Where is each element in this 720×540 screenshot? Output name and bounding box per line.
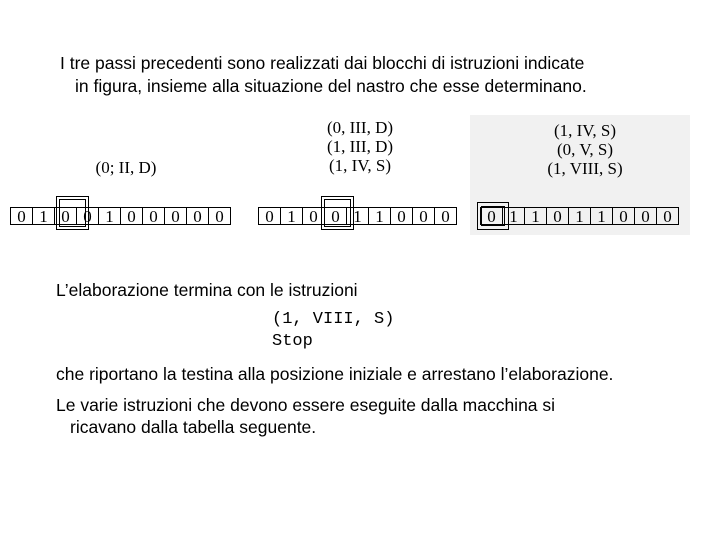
block2-instruction: (1, IV, S) bbox=[328, 156, 392, 175]
tape-cell: 1 bbox=[524, 207, 547, 225]
block3-instructions bbox=[530, 121, 640, 178]
tape-cell: 0 bbox=[302, 207, 325, 225]
tape-cell: 0 bbox=[142, 207, 165, 225]
ending-code-line-2: Stop bbox=[272, 332, 313, 351]
tape-cell: 0 bbox=[258, 207, 281, 225]
intro-line-1: I tre passi precedenti sono realizzati dai blocchi di istruzioni indicate bbox=[60, 53, 585, 73]
ending-text: L’elaborazione termina con le istruzioni bbox=[56, 280, 358, 300]
tape-cell: 0 bbox=[324, 207, 347, 225]
tape-cell: 1 bbox=[346, 207, 369, 225]
block3-tape bbox=[480, 207, 679, 225]
block2-instructions bbox=[300, 118, 420, 175]
tape-cell: 0 bbox=[54, 207, 77, 225]
block1-tape bbox=[10, 207, 231, 225]
block2-tape bbox=[258, 207, 457, 225]
block1-head-inner bbox=[59, 199, 86, 227]
tape-cell: 0 bbox=[208, 207, 231, 225]
block1-instruction: (0; II, D) bbox=[95, 158, 157, 177]
tape-cell: 0 bbox=[76, 207, 99, 225]
tape-cell: 1 bbox=[32, 207, 55, 225]
block3-instruction: (1, VIII, S) bbox=[547, 159, 623, 178]
tape-cell: 0 bbox=[120, 207, 143, 225]
tape-cell: 0 bbox=[480, 207, 503, 225]
block3-instruction: (0, V, S) bbox=[556, 140, 614, 159]
block2-instruction: (0, III, D) bbox=[326, 118, 394, 137]
tape-cell: 0 bbox=[612, 207, 635, 225]
tape-cell: 1 bbox=[280, 207, 303, 225]
tape-cell: 0 bbox=[546, 207, 569, 225]
tape-cell: 0 bbox=[390, 207, 413, 225]
tape-cell: 1 bbox=[368, 207, 391, 225]
tape-cell: 1 bbox=[98, 207, 121, 225]
block2-head-inner bbox=[324, 199, 351, 227]
tape-cell: 0 bbox=[634, 207, 657, 225]
block2-instruction: (1, III, D) bbox=[326, 137, 394, 156]
conclusion-line-1: Le varie istruzioni che devono essere eseguite dalla macchina si bbox=[56, 395, 556, 415]
tape-cell: 0 bbox=[164, 207, 187, 225]
block1-instructions bbox=[86, 158, 166, 177]
tape-cell: 0 bbox=[10, 207, 33, 225]
conclusion-line-2: ricavano dalla tabella seguente. bbox=[70, 417, 317, 437]
intro-line-2: in figura, insieme alla situazione del nastro che esse determinano. bbox=[75, 76, 587, 96]
tape-cell: 0 bbox=[186, 207, 209, 225]
tape-cell: 1 bbox=[590, 207, 613, 225]
tape-cell: 0 bbox=[656, 207, 679, 225]
ending-after-text: che riportano la testina alla posizione iniziale e arrestano l’elaborazione. bbox=[56, 364, 614, 384]
tape-cell: 0 bbox=[412, 207, 435, 225]
tape-cell: 1 bbox=[568, 207, 591, 225]
tape-cell: 1 bbox=[502, 207, 525, 225]
ending-code-line-1: (1, VIII, S) bbox=[272, 310, 395, 329]
block3-head-inner bbox=[481, 206, 505, 226]
block3-instruction: (1, IV, S) bbox=[553, 121, 617, 140]
tape-cell: 0 bbox=[434, 207, 457, 225]
